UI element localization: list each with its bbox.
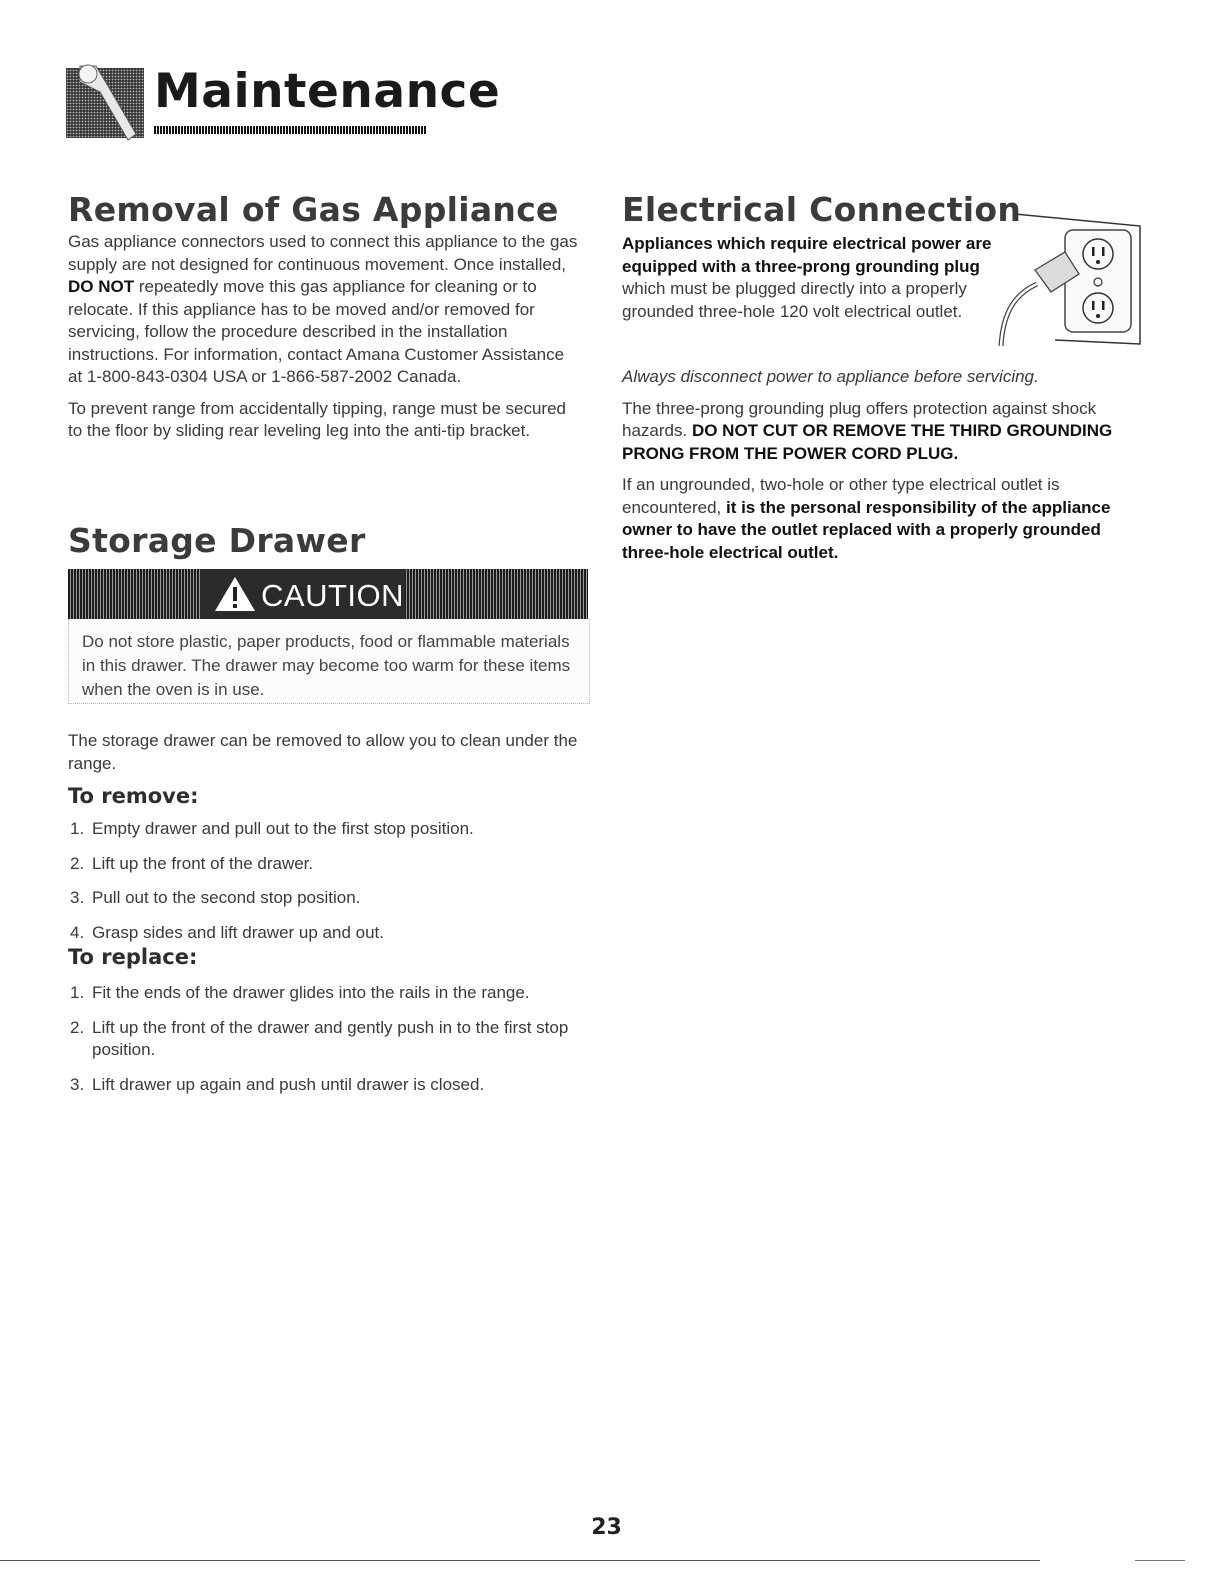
electrical-p2-bold: DO NOT CUT OR REMOVE THE THIRD GROUNDING PRONG FROM THE POWER CORD PLUG.	[622, 421, 1113, 463]
electrical-paragraph-2	[622, 398, 1142, 466]
list-item	[70, 853, 580, 876]
removal-paragraph-2: To prevent range from accidentally tipping, range must be secured to the floor by sliding rear leveling leg into the anti-tip bracket.	[68, 398, 566, 440]
list-item	[70, 1017, 585, 1062]
step-number: 4.	[70, 922, 85, 942]
electrical-p2-text: The three-prong grounding plug offers protection against shock hazards.	[622, 398, 1097, 440]
storage-intro: The storage drawer can be removed to allow you to clean under the range.	[68, 731, 578, 773]
step-text: Lift up the front of the drawer.	[92, 853, 314, 873]
electrical-p3-text: If an ungrounded, two-hole or other type electrical outlet is encountered,	[622, 475, 1060, 517]
removal-text-b: repeatedly move this gas appliance for cleaning or to relocate. If this appliance has to be moved and/or removed for servicing, follow the procedure described in the installation instructions. For information, contact Amana Customer Assistance at 1-800-843-0304 USA or 1-866-587-2002 Canada.	[68, 277, 565, 386]
page-number: 23	[591, 1515, 622, 1540]
step-text: Lift drawer up again and push until drawer is closed.	[92, 1074, 485, 1094]
electrical-paragraph-3	[622, 474, 1142, 564]
removal-text-a: Gas appliance connectors used to connect this appliance to the gas supply are not designed for continuous movement. Once installed,	[68, 232, 578, 274]
section-title-electrical: Electrical Connection	[622, 190, 1022, 229]
replace-steps	[70, 982, 585, 1108]
step-number: 2.	[70, 1017, 85, 1037]
remove-heading: To remove:	[68, 784, 199, 808]
step-number: 1.	[70, 819, 85, 838]
step-number: 3.	[70, 888, 85, 907]
step-text: Lift up the front of the drawer and gently push in to the first stop position.	[92, 1017, 569, 1059]
replace-heading: To replace:	[68, 945, 198, 969]
removal-body	[68, 231, 578, 452]
step-text: Empty drawer and pull out to the first stop position.	[92, 819, 474, 838]
section-title-removal: Removal of Gas Appliance	[68, 190, 559, 229]
electrical-intro-rest: which must be plugged directly into a properly grounded three-hole 120 volt electrical outlet.	[622, 279, 967, 321]
footer-rule	[0, 1560, 1040, 1561]
wrench-icon	[66, 60, 148, 142]
step-text: Pull out to the second stop position.	[92, 888, 361, 907]
warning-triangle-icon	[213, 575, 257, 613]
removal-paragraph-1	[68, 231, 578, 389]
removal-do-not: DO NOT	[68, 277, 135, 296]
step-text: Fit the ends of the drawer glides into the rails in the range.	[92, 983, 530, 1002]
step-text: Grasp sides and lift drawer up and out.	[92, 922, 384, 942]
electrical-intro-bold: Appliances which require electrical power are equipped with a three-prong grounding plug	[622, 234, 992, 276]
list-item	[70, 922, 580, 945]
list-item	[70, 1074, 585, 1097]
caution-message: Do not store plastic, paper products, food or flammable materials in this drawer. The drawer may become too warm for these items when the oven is in use.	[82, 632, 571, 699]
list-item	[70, 887, 580, 910]
electrical-intro	[622, 233, 1027, 323]
electrical-body	[622, 366, 1142, 573]
section-title-storage: Storage Drawer	[68, 521, 366, 560]
list-item	[70, 818, 580, 841]
header-underline	[154, 126, 426, 134]
disconnect-warning: Always disconnect power to appliance before servicing.	[622, 367, 1039, 386]
step-number: 2.	[70, 853, 85, 873]
electrical-p3-bold: it is the personal responsibility of the appliance owner to have the outlet replaced with a properly grounded three-hole electrical outlet.	[622, 497, 1111, 562]
step-number: 3.	[70, 1074, 85, 1094]
caution-label: CAUTION	[261, 578, 404, 613]
page-header-title: Maintenance	[154, 64, 501, 119]
list-item	[70, 982, 585, 1005]
remove-steps	[70, 818, 580, 956]
step-number: 1.	[70, 983, 85, 1002]
footer-rule-right	[1135, 1560, 1185, 1561]
